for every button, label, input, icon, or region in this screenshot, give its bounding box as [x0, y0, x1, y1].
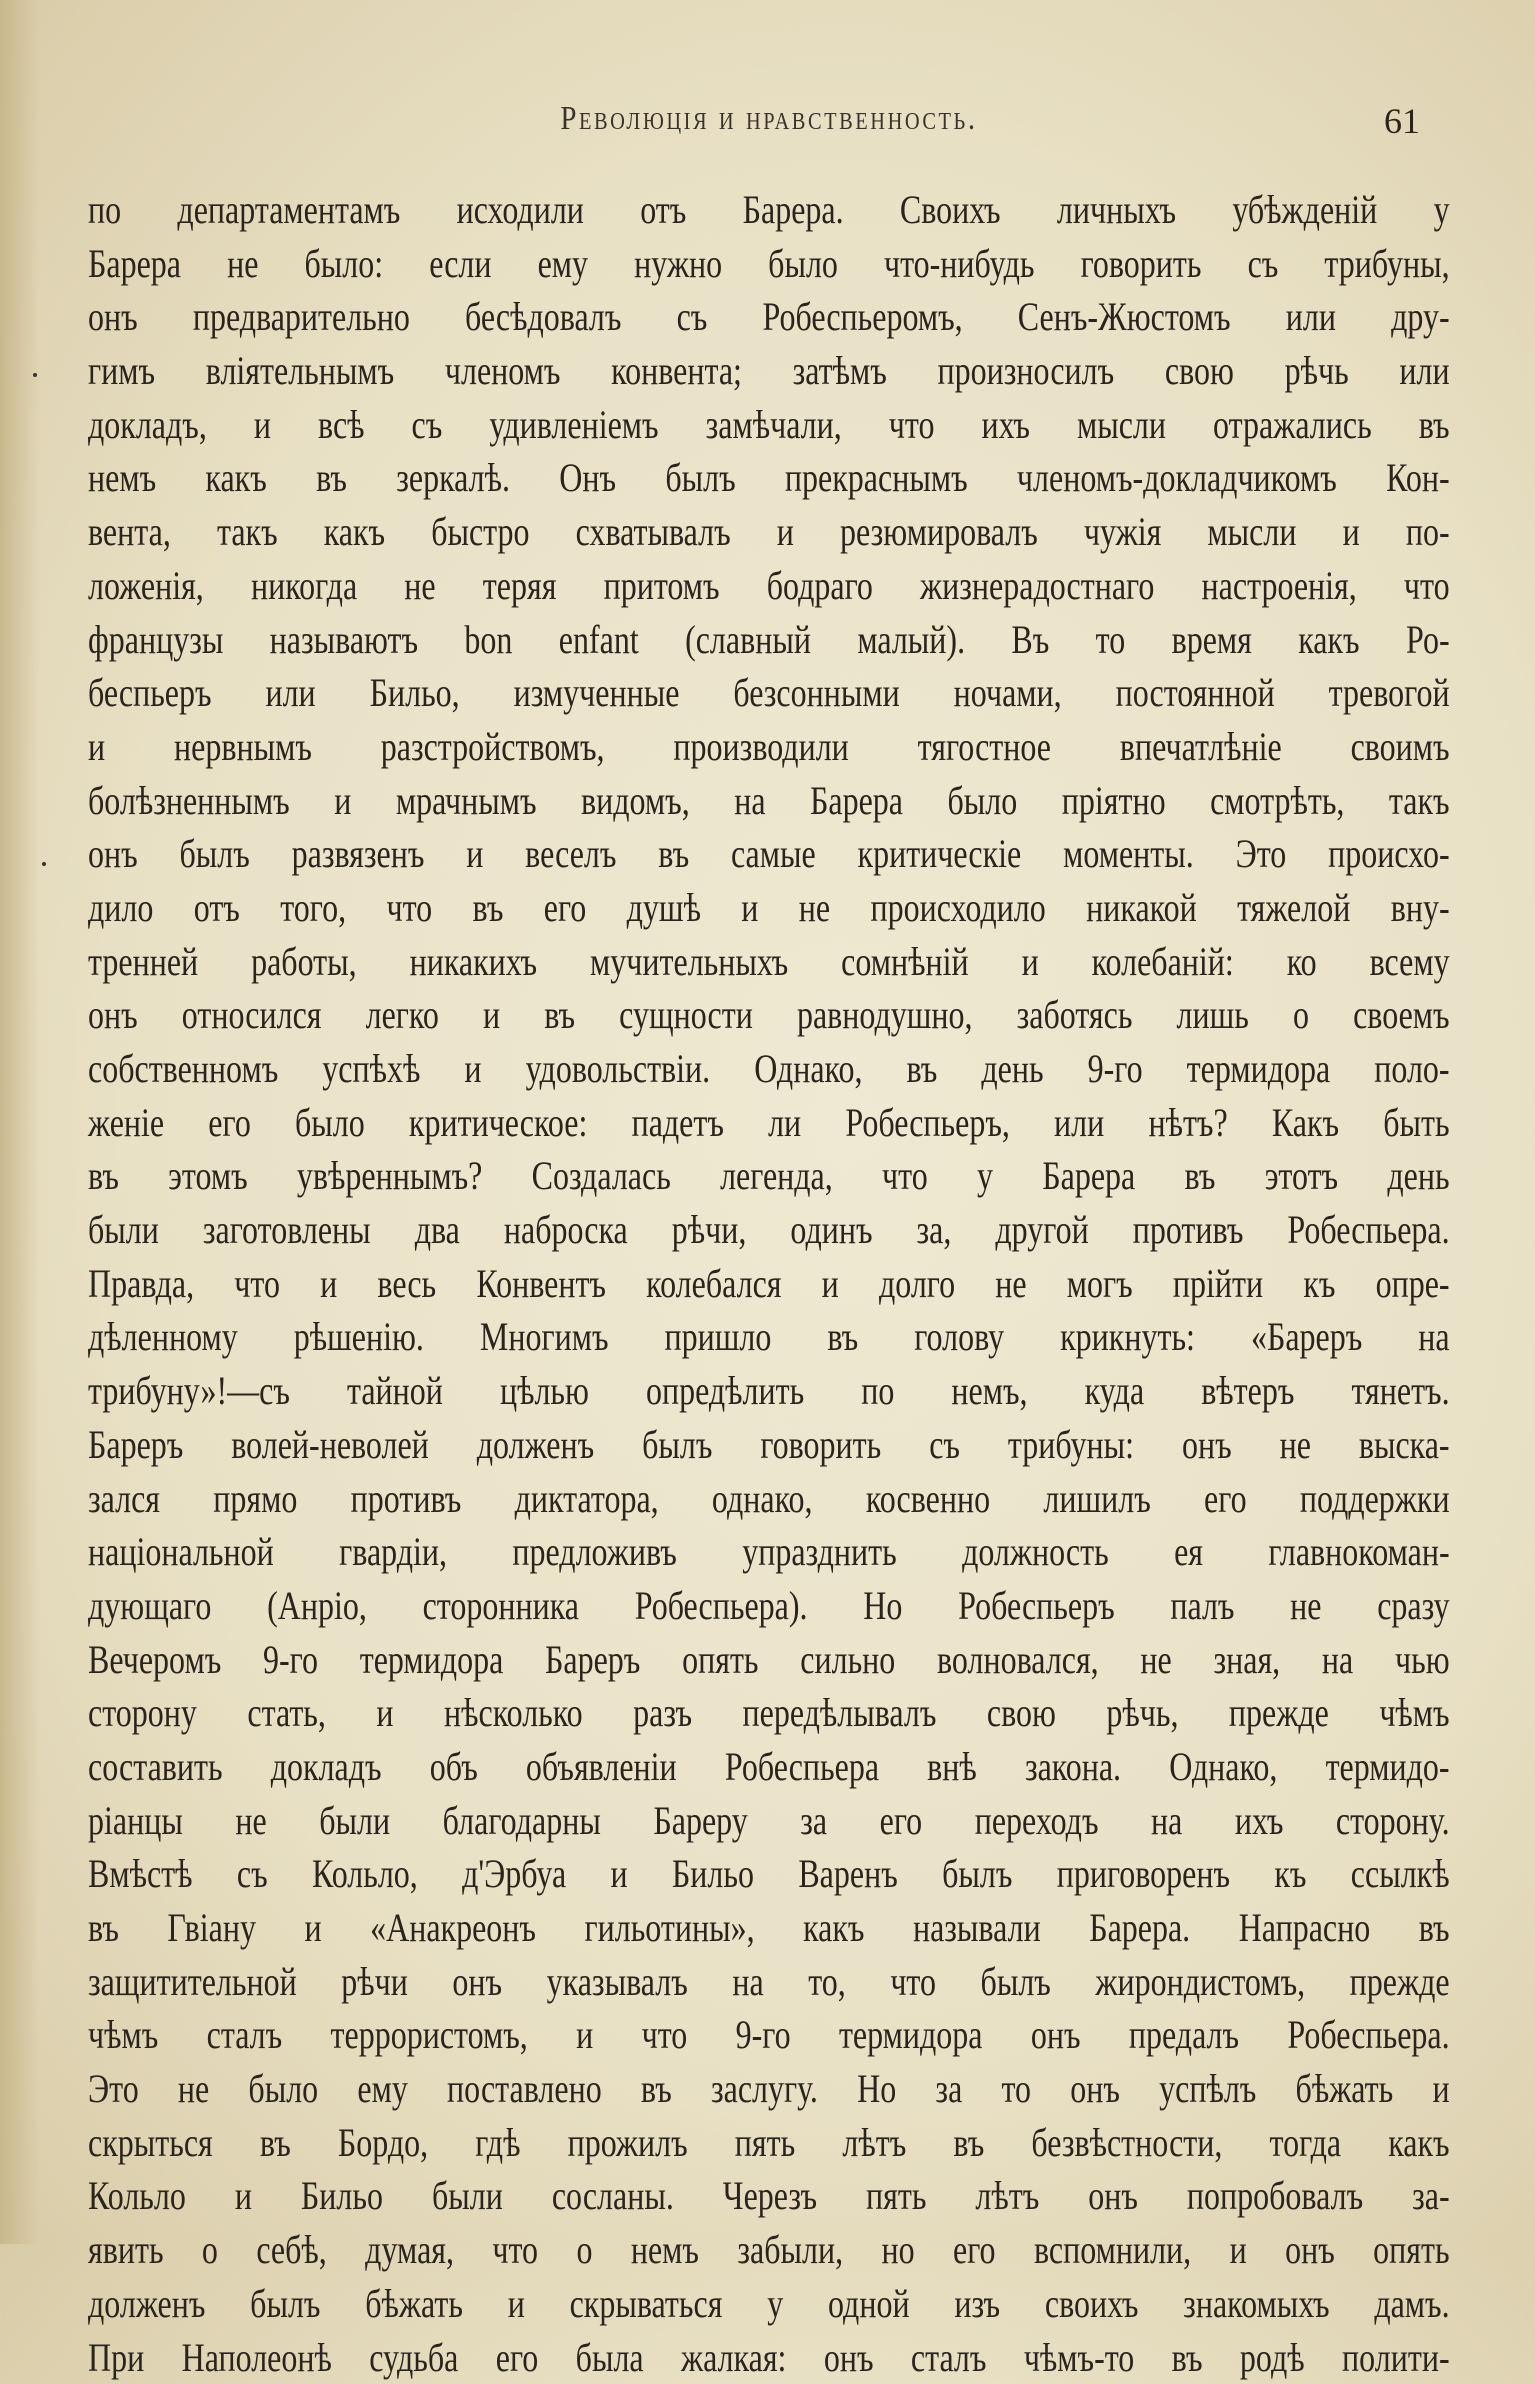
- margin-mark: [42, 862, 46, 866]
- text-line: защитительной рѣчи онъ указывалъ на то, что былъ жирондистомъ, прежде: [88, 1955, 1450, 2009]
- text-line: вента, такъ какъ быстро схватывалъ и резюмировалъ чужія мысли и по-: [88, 505, 1450, 559]
- text-line: сторону стать, и нѣсколько разъ передѣлывалъ свою рѣчь, прежде чѣмъ: [88, 1686, 1450, 1740]
- text-line: и нервнымъ разстройствомъ, производили тягостное впечатлѣніе своимъ: [88, 720, 1450, 774]
- margin-mark: [33, 373, 37, 377]
- text-line: составить докладъ объ объявленіи Робеспьера внѣ закона. Однако, термидо-: [88, 1740, 1450, 1794]
- text-line: французы называютъ bon enfant (славный малый). Въ то время какъ Ро-: [88, 613, 1450, 667]
- text-line: Вечеромъ 9-го термидора Бареръ опять сильно волновался, не зная, на чью: [88, 1633, 1450, 1687]
- text-line: въ этомъ увѣреннымъ? Создалась легенда, что у Барера въ этотъ день: [88, 1149, 1450, 1203]
- page-header: [88, 100, 1450, 160]
- text-line: чѣмъ сталъ террористомъ, и что 9-го термидора онъ предалъ Робеспьера.: [88, 2008, 1450, 2062]
- body-text: [88, 183, 1450, 2384]
- text-line: ріанцы не были благодарны Бареру за его переходъ на ихъ сторону.: [88, 1794, 1450, 1848]
- text-line: дило отъ того, что въ его душѣ и не происходило никакой тяжелой вну-: [88, 881, 1450, 935]
- text-line: Вмѣстѣ съ Кольло, д'Эрбуа и Бильо Варенъ былъ приговоренъ къ ссылкѣ: [88, 1847, 1450, 1901]
- page-number: 61: [1384, 100, 1420, 142]
- text-line: въ Гвіану и «Анакреонъ гильотины», какъ называли Барера. Напрасно въ: [88, 1901, 1450, 1955]
- text-line: При Наполеонѣ судьба его была жалкая: онъ сталъ чѣмъ-то въ родѣ полити-: [88, 2331, 1450, 2384]
- text-line: онъ предварительно бесѣдовалъ съ Робеспьеромъ, Сенъ-Жюстомъ или дру-: [88, 290, 1450, 344]
- text-line: Барера не было: если ему нужно было что-нибудь говорить съ трибуны,: [88, 237, 1450, 291]
- text-line: долженъ былъ бѣжать и скрываться у одной изъ своихъ знакомыхъ дамъ.: [88, 2277, 1450, 2331]
- text-line: національной гвардіи, предложивъ упразднить должность ея главнокоман-: [88, 1525, 1450, 1579]
- text-line: зался прямо противъ диктатора, однако, косвенно лишилъ его поддержки: [88, 1472, 1450, 1526]
- text-line: онъ относился легко и въ сущности равнодушно, заботясь лишь о своемъ: [88, 988, 1450, 1042]
- text-line: болѣзненнымъ и мрачнымъ видомъ, на Барера было пріятно смотрѣть, такъ: [88, 774, 1450, 828]
- text-line: Кольло и Бильо были сосланы. Черезъ пять лѣтъ онъ попробовалъ за-: [88, 2169, 1450, 2223]
- text-line: по департаментамъ исходили отъ Барера. Своихъ личныхъ убѣжденій у: [88, 183, 1450, 237]
- text-line: явить о себѣ, думая, что о немъ забыли, но его вспомнили, и онъ опять: [88, 2223, 1450, 2277]
- text-line: Правда, что и весь Конвентъ колебался и долго не могъ прійти къ опре-: [88, 1257, 1450, 1311]
- text-line: дующаго (Анріо, сторонника Робеспьера). Но Робеспьеръ палъ не сразу: [88, 1579, 1450, 1633]
- text-line: онъ былъ развязенъ и веселъ въ самые критическіе моменты. Это происхо-: [88, 827, 1450, 881]
- text-line: беспьеръ или Бильо, измученные безсонными ночами, постоянной тревогой: [88, 666, 1450, 720]
- text-line: ложенія, никогда не теряя притомъ бодраго жизнерадостнаго настроенія, что: [88, 559, 1450, 613]
- text-line: собственномъ успѣхѣ и удовольствіи. Однако, въ день 9-го термидора поло-: [88, 1042, 1450, 1096]
- running-title: Революція и нравственность.: [190, 100, 1348, 138]
- text-line: скрыться въ Бордо, гдѣ прожилъ пять лѣтъ въ безвѣстности, тогда какъ: [88, 2116, 1450, 2170]
- text-line: тренней работы, никакихъ мучительныхъ сомнѣній и колебаній: ко всему: [88, 935, 1450, 989]
- text-line: женіе его было критическое: падетъ ли Робеспьеръ, или нѣтъ? Какъ быть: [88, 1096, 1450, 1150]
- text-line: докладъ, и всѣ съ удивленіемъ замѣчали, что ихъ мысли отражались въ: [88, 398, 1450, 452]
- text-line: Это не было ему поставлено въ заслугу. Но за то онъ успѣлъ бѣжать и: [88, 2062, 1450, 2116]
- text-line: трибуну»!—съ тайной цѣлью опредѣлить по немъ, куда вѣтеръ тянетъ.: [88, 1364, 1450, 1418]
- text-line: были заготовлены два наброска рѣчи, одинъ за, другой противъ Робеспьера.: [88, 1203, 1450, 1257]
- text-line: дѣленному рѣшенію. Многимъ пришло въ голову крикнуть: «Бареръ на: [88, 1310, 1450, 1364]
- text-line: гимъ вліятельнымъ членомъ конвента; затѣмъ произносилъ свою рѣчь или: [88, 344, 1450, 398]
- text-line: Бареръ волей-неволей долженъ былъ говорить съ трибуны: онъ не выска-: [88, 1418, 1450, 1472]
- page-edge-shadow: [0, 0, 40, 2244]
- text-line: немъ какъ въ зеркалѣ. Онъ былъ прекраснымъ членомъ-докладчикомъ Кон-: [88, 451, 1450, 505]
